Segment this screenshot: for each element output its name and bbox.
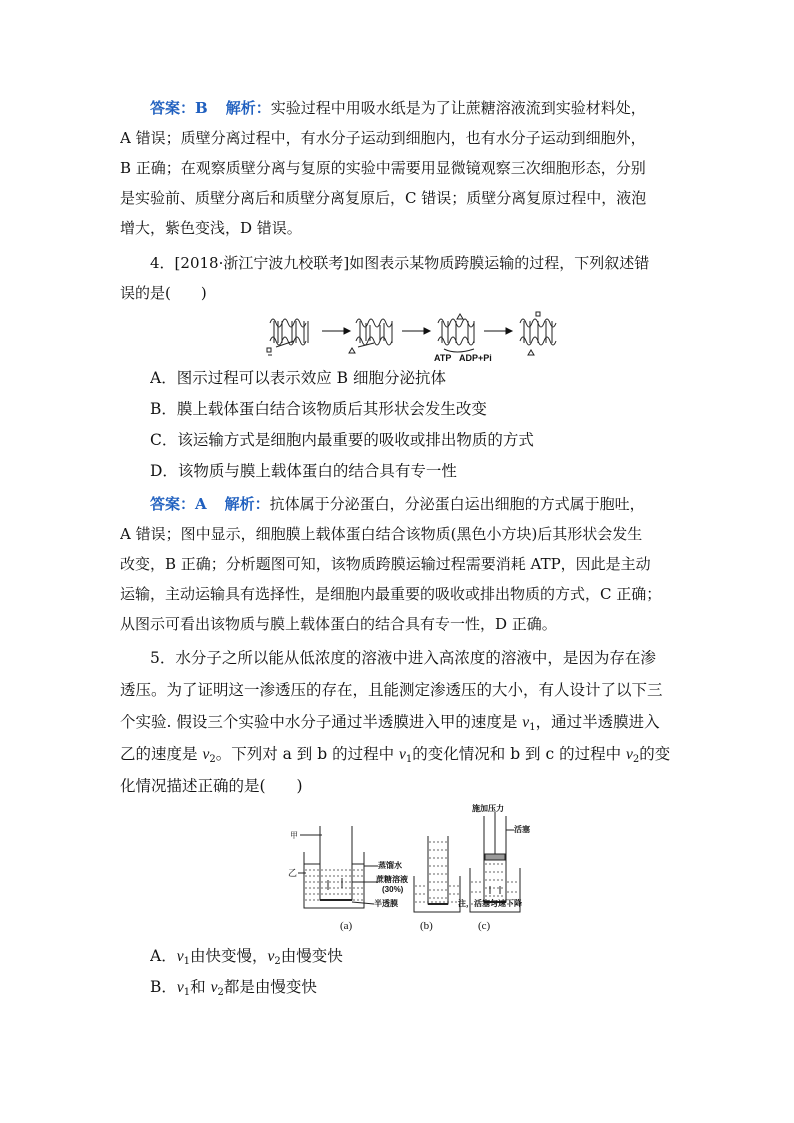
q4-analysis-text-2: A 错误；图中显示，细胞膜上载体蛋白结合该物质(黑色小方块)后其形状会发生 — [120, 525, 643, 543]
q5-stem-line-1: 5．水分子之所以能从低浓度的溶液中进入高浓度的溶液中，是因为存在渗 — [150, 649, 656, 667]
q4-stem-line-1: 4．[2018·浙江宁波九校联考]如图表示某物质跨膜运输的过程，下列叙述错 — [150, 254, 650, 272]
caption-c: (c) — [478, 920, 491, 932]
q4-option-a: A．图示过程可以表示效应 B 细胞分泌抗体 — [150, 369, 446, 387]
var-v: v — [176, 948, 184, 965]
q4-option-c: C．该运输方式是细胞内最重要的吸收或排出物质的方式 — [150, 431, 534, 449]
q5-stem-text: 的变 — [639, 745, 671, 763]
q3-analysis-text-4: 是实验前、质壁分离后和质壁分离复原后，C 错误；质壁分离复原过程中，液泡 — [120, 189, 647, 207]
atp-label: ATP — [434, 353, 452, 363]
q5-stem-line-3 — [120, 712, 676, 733]
var-v: v — [267, 948, 275, 965]
var-v: v — [210, 979, 218, 996]
q5-option-b — [150, 977, 676, 998]
q4-analysis-text-1: 抗体属于分泌蛋白，分泌蛋白运出细胞的方式属于胞吐， — [269, 495, 645, 513]
arrow-icon — [322, 328, 350, 334]
q3-analysis-text-1: 实验过程中用吸水纸是为了让蔗糖溶液流到实验材料处， — [270, 99, 646, 117]
subscript-2: 2 — [274, 956, 281, 967]
option-letter: B． — [150, 978, 177, 996]
option-text: 由慢变快 — [280, 947, 343, 965]
membrane-stage-3 — [438, 314, 474, 352]
label-note: 注，活塞匀速下降 — [458, 899, 522, 908]
q5-stem-text: 乙的速度是 — [120, 745, 203, 763]
answer-label: 答案： — [150, 495, 196, 513]
q4-transport-figure — [262, 311, 562, 363]
answer-label: 答案： — [150, 99, 196, 117]
label-piston: 活塞 — [514, 825, 530, 834]
subscript-1: 1 — [183, 987, 191, 998]
label-membrane: 半透膜 — [374, 899, 398, 908]
caption-b: (b) — [420, 920, 433, 932]
label-jia: 甲 — [290, 831, 298, 840]
q5-stem-line-2: 透压。为了证明这一渗透压的存在，且能测定渗透压的大小，有人设计了以下三 — [120, 681, 663, 699]
option-text: 都是由慢变快 — [223, 978, 317, 996]
q4-analysis-text-4: 运输，主动运输具有选择性，是细胞内最重要的吸收或排出物质的方式，C 正确； — [120, 585, 662, 603]
option-text: 由快变慢， — [189, 947, 268, 965]
answer-choice: B — [195, 99, 208, 117]
apparatus-a — [304, 826, 364, 908]
q5-stem-text: ，通过半透膜进入 — [535, 713, 660, 731]
q4-answer-line-1 — [150, 494, 676, 514]
label-yi: 乙 — [288, 868, 298, 878]
var-v: v — [202, 746, 210, 763]
q5-stem-line-5: 化情况描述正确的是( ) — [120, 777, 303, 795]
answer-choice: A — [195, 495, 207, 513]
analysis-label: 解析： — [224, 495, 270, 513]
analysis-label: 解析： — [225, 99, 271, 117]
apparatus-b — [414, 836, 460, 912]
q3-analysis-text-2: A 错误；质壁分离过程中，有水分子运动到细胞内，也有水分子运动到细胞外， — [120, 129, 646, 147]
membrane-stage-2 — [349, 319, 392, 353]
q5-option-a — [150, 946, 676, 967]
var-v: v — [176, 979, 184, 996]
q5-stem-text: 的变化情况和 b 到 c 的过程中 — [412, 745, 627, 763]
subscript-2: 2 — [217, 987, 224, 998]
subscript-2: 2 — [632, 754, 640, 765]
subscript-2: 2 — [209, 754, 216, 765]
q5-stem-line-4 — [120, 744, 676, 765]
q3-answer-line-1 — [150, 98, 676, 118]
arrow-icon — [484, 328, 512, 334]
q5-stem-text: 。下列对 a 到 b 的过程中 — [215, 745, 400, 763]
q4-stem-line-2: 误的是( ) — [120, 284, 207, 302]
q5-stem-text: 个实验. 假设三个实验中水分子通过半透膜进入甲的速度是 — [120, 713, 523, 731]
var-v: v — [626, 746, 633, 763]
membrane-stage-1 — [267, 319, 308, 355]
q4-option-d: D．该物质与膜上载体蛋白的结合具有专一性 — [150, 462, 457, 480]
var-v: v — [399, 746, 406, 763]
q4-analysis-text-5: 从图示可看出该物质与膜上载体蛋白的结合具有专一性，D 正确。 — [120, 615, 557, 633]
q5-osmosis-figure — [282, 802, 552, 938]
label-percent: (30%) — [382, 885, 404, 894]
arrow-icon — [402, 328, 430, 334]
q3-analysis-text-5: 增大，紫色变浅，D 错误。 — [120, 219, 302, 237]
apparatus-c — [470, 812, 520, 912]
membrane-stage-4 — [520, 312, 556, 355]
var-v: v — [522, 714, 530, 731]
adp-label: ADP+Pi — [459, 353, 492, 363]
option-text: 和 — [190, 978, 211, 996]
q3-analysis-text-3: B 正确；在观察质壁分离与复原的实验中需要用显微镜观察三次细胞形态，分别 — [120, 159, 646, 177]
subscript-1: 1 — [183, 956, 190, 967]
subscript-1: 1 — [405, 754, 413, 765]
option-letter: A． — [150, 947, 177, 965]
label-pressure: 施加压力 — [472, 804, 504, 813]
caption-a: (a) — [340, 920, 353, 932]
label-sucrose: 蔗糖溶液 — [376, 875, 408, 884]
q4-option-b: B．膜上载体蛋白结合该物质后其形状会发生改变 — [150, 400, 487, 418]
subscript-1: 1 — [529, 722, 536, 733]
label-water: 蒸馏水 — [378, 861, 402, 870]
q4-analysis-text-3: 改变，B 正确；分析题图可知，该物质跨膜运输过程需要消耗 ATP，因此是主动 — [120, 555, 651, 573]
